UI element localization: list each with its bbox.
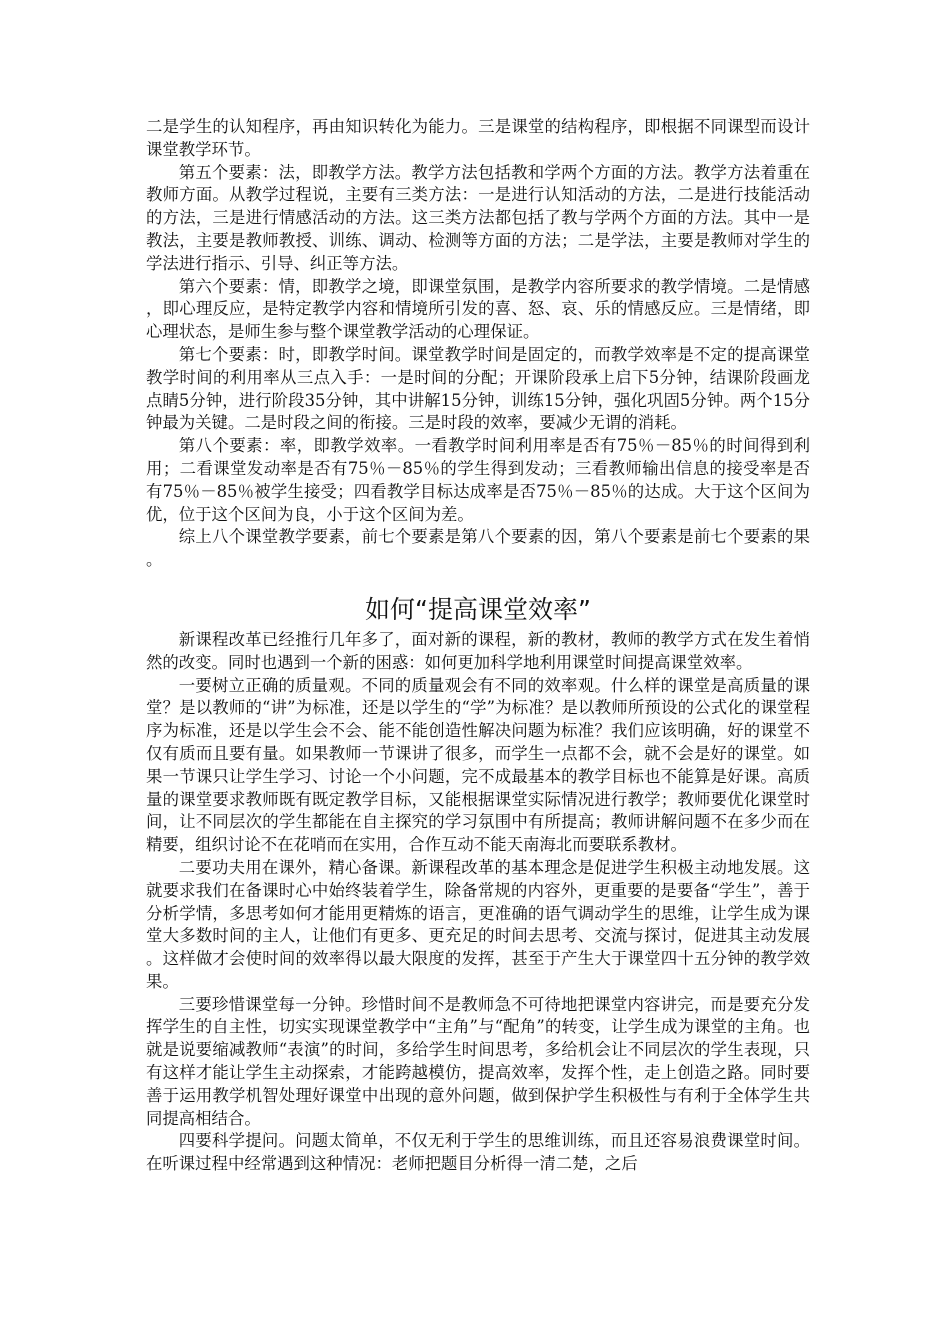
paragraph-point-four-questioning: 四要科学提问。问题太简单，不仅无利于学生的思维训练，而且还容易浪费课堂时间。在听课过程中经常遇到这种情况：老师把题目分析得一清二楚，之后 [146,1131,810,1174]
paragraph-element-six-emotion: 第六个要素：情，即教学之境，即课堂氛围，是教学内容所要求的教学情境。二是情感，即心理反应，是特定教学内容和情境所引发的喜、怒、哀、乐的情感反应。三是情绪，即心理状态，是师生参与整个课堂教学活动的心理保证。 [146,276,810,342]
paragraph-intro: 新课程改革已经推行几年多了，面对新的课程，新的教材，教师的教学方式在发生着悄然的改变。同时也遇到一个新的困惑：如何更加科学地利用课堂时间提高课堂效率。 [146,629,810,672]
paragraph-point-three-every-minute: 三要珍惜课堂每一分钟。珍惜时间不是教师急不可待地把课堂内容讲完，而是要充分发挥学生的自主性，切实实现课堂教学中“主角”与“配角”的转变，让学生成为课堂的主角。也就是说要缩减教师“表演”的时间，多给学生时间思考，多给机会让不同层次的学生表现，只有这样才能让学生主动探索，才能跨越模仿，提高效率，发挥个性，走上创造之路。同时要善于运用教学机智处理好课堂中出现的意外问题，做到保护学生积极性与有利于全体学生共同提高相结合。 [146,994,810,1128]
paragraph-element-five-method: 第五个要素：法，即教学方法。教学方法包括教和学两个方面的方法。教学方法着重在教师方面。从教学过程说，主要有三类方法：一是进行认知活动的方法，二是进行技能活动的方法，三是进行情感活动的方法。这三类方法都包括了教与学两个方面的方法。其中一是教法，主要是教师教授、训练、调动、检测等方面的方法；二是学法，主要是教师对学生的学法进行指示、引导、纠正等方法。 [146,162,810,273]
paragraph-learning-procedure: 二是学生的认知程序，再由知识转化为能力。三是课堂的结构程序，即根据不同课型而设计课堂教学环节。 [146,117,810,159]
document-page [146,116,810,1176]
section-title: 如何“提高课堂效率” [365,594,591,624]
paragraph-element-seven-time: 第七个要素：时，即教学时间。课堂教学时间是固定的，而教学效率是不定的提高课堂教学时间的利用率从三点入手：一是时间的分配；开课阶段承上启下5分钟，结课阶段画龙点睛5分钟，进行阶段35分钟，其中讲解15分钟，训练15分钟，强化巩固5分钟。两个15分钟最为关键。二是时段之间的衔接。三是时段的效率，要减少无谓的消耗。 [146,344,810,433]
paragraph-element-eight-efficiency: 第八个要素：率，即教学效率。一看教学时间利用率是否有75％－85％的时间得到利用；二看课堂发动率是否有75％－85％的学生得到发动；三看教师输出信息的接受率是否有75％－85％被学生接受；四看教学目标达成率是否75％－85％的达成。大于这个区间为优，位于这个区间为良，小于这个区间为差。 [146,436,810,524]
paragraph-point-two-preparation: 二要功夫用在课外，精心备课。新课程改革的基本理念是促进学生积极主动地发展。这就要求我们在备课时心中始终装着学生，除备常规的内容外，更重要的是要备“学生”，善于分析学情，多思考如何才能用更精炼的语言，更准确的语气调动学生的思维，让学生成为课堂大多数时间的主人，让他们有更多、更充足的时间去思考、交流与探讨，促进其主动发展。这样做才会使时间的效率得以最大限度的发挥，甚至于产生大于课堂四十五分钟的教学效果。 [146,857,810,991]
paragraph-point-one-quality: 一要树立正确的质量观。不同的质量观会有不同的效率观。什么样的课堂是高质量的课堂？是以教师的“讲”为标准，还是以学生的“学”为标准？是以教师所预设的公式化的课堂程序为标准，还是以学生会不会、能不能创造性解决问题为标准？我们应该明确，好的课堂不仅有质而且要有量。如果教师一节课讲了很多，而学生一点都不会，就不会是好的课堂。如果一节课只让学生学习、讨论一个小问题，完不成最基本的教学目标也不能算是好课。高质量的课堂要求教师既有既定教学目标，又能根据课堂实际情况进行教学；教师要优化课堂时间，让不同层次的学生都能在自主探究的学习氛围中有所提高；教师讲解问题不在多少而在精要，组织讨论不在花哨而在实用，合作互动不能天南海北而要联系教材。 [146,675,810,855]
paragraph-summary: 综上八个课堂教学要素，前七个要素是第八个要素的因，第八个要素是前七个要素的果。 [146,527,810,570]
